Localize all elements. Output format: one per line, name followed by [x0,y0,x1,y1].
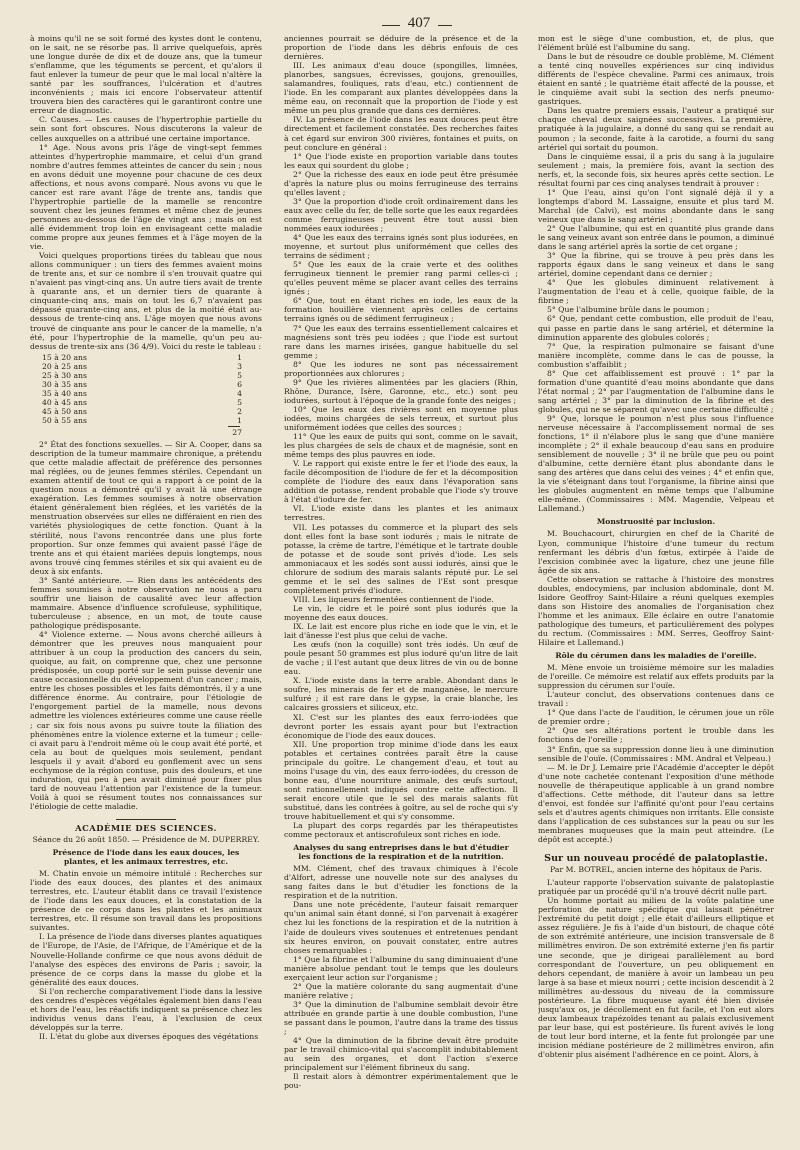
paragraph: Dans le but de résoudre ce double problème, M. Clément a tenté cinq nouvelles expériences sur cinq individus différents de l'espèce chevaline. Parmi ces animaux, trois étaient en santé ; le quatrième était affecté de la pousse, et le cinquième avait subi la section des nerfs pneumo-gastriques. [538,52,774,107]
age-count: 5 [237,370,242,380]
paragraph: 1° Que la fibrine et l'albumine du sang diminuaient d'une manière absolue pendant tout le temps que les douleurs exerçaient leur action sur l'organisme ; [284,954,518,982]
paragraph: à moins qu'il ne se soit formé des kystes dont le contenu, on le sait, ne se résorbe pas. Il arrive quelquefois, après une longue durée de dix et de douze ans, que la tumeur s'enflamme, que les téguments se percent, et qu'alors il faut enlever la tumeur de peur que le mal local n'altère la santé par les souffrances, l'ulcération et d'autres inconvénients ; mais ici encore l'observateur attentif trouvera bien des caractères qui le garantiront contre une erreur de diagnostic. [30,34,262,116]
table-row [42,407,242,416]
paragraph: 5° Que l'albumine brûle dans le poumon ; [547,305,710,315]
paragraph: 3° Que la fibrine, qui se trouve à peu près dans les rapports égaux dans le sang veineux et dans le sang artériel, domine cependant dans ce dernier ; [538,251,774,279]
paragraph: VIII. Les liqueurs fermentées contiennent de l'iode. [293,594,494,604]
table-row [42,416,242,425]
paragraph: 2° Que la matière colorante du sang augmentait d'une manière relative ; [284,981,518,1000]
header-rule-right [438,25,452,26]
paragraph: 2° Que ses altérations portent le trouble dans les fonctions de l'oreille ; [538,726,774,745]
paragraph: 11° Que les eaux de puits qui sont, comme on le savait, les plus chargées de sels de chaux et de magnésie, sont en même temps des plus pauvres en iode. [284,432,518,460]
paragraph: 6° Que, pendant cette combustion, elle produit de l'eau, qui passe en partie dans le sang artériel, et détermine la diminution apparente des globules colorés ; [538,314,774,342]
paragraph: 4° Que les eaux des terrains ignés sont plus iodurées, en moyenne, et surtout plus uniformément que celles des terrains de sédiment ; [284,233,518,261]
age-range: 15 à 20 ans [42,352,87,362]
paragraph: Dans le cinquième essai, il a pris du sang à la jugulaire seulement ; mais, la première fois, avant la section des nerfs, et, la seconde fois, six heures après cette section. Le résultat fourni par ces cinq analyses tendrait à prouver : [538,151,774,188]
paragraph: Dans les quatre premiers essais, l'auteur a pratiqué sur chaque cheval deux saignées successives. La première, pratiquée à la jugulaire, a donné du sang qui se rendait au poumon ; la seconde, faite à la carotide, a fourni du sang artériel qui sortait du poumon. [538,106,774,152]
paragraph: 8° Que les iodures ne sont pas nécessairement proportionnées aux chlorures ; [284,359,518,378]
paragraph: Les œufs (non la coquille) sont très iodés. Un œuf de poule pesant 50 grammes est plus ioduré qu'un litre de lait de vache ; il l'est autant que deux litres de vin ou de bonne eau. [284,640,518,677]
paragraph: 8° Que cet affaiblissement est prouvé : 1° par la formation d'une quantité d'eau moins abondante que dans l'état normal ; 2° par l'augmentation de l'albumine dans le sang artériel ; 3° par la diminution de la fibrine et des globules, qui ne se séparent qu'avec une certaine difficulté ; [538,368,774,414]
article-title: Sur un nouveau procédé de palatoplastie. [544,853,768,865]
age-count: 6 [237,379,242,389]
paragraph: M. Bouchacourt, chirurgien en chef de la Charité de Lyon, communique l'histoire d'une tumeur du rectum renfermant les débris d'un fœtus, extirpée à l'aide de l'excision combinée avec la ligature, chez une jeune fille âgée de six ans. [538,529,774,575]
article-title: Rôle du cérumen dans les maladies de l'oreille. [555,651,757,661]
paragraph: M. Mène envoie un troisième mémoire sur les maladies de l'oreille. Ce mémoire est relatif aux effets produits par la suppression du cérumen sur l'ouïe. [538,663,774,691]
paragraph: 3° Que la diminution de l'albumine semblait devoir être attribuée en grande partie à une double combustion, l'une se passant dans le poumon, l'autre dans la trame des tissus ; [284,999,518,1037]
paragraph: 5° Que les eaux de la craie verte et des oolithes ferrugineux tiennent le premier rang parmi celles-ci ; qu'elles peuvent même se placer avant celles des terrains ignés ; [284,260,518,297]
paragraph: MM. Clément, chef des travaux chimiques à l'école d'Alfort, adresse une nouvelle note sur des analyses du sang faites dans le but d'étudier les fonctions de la respiration et de la nutrition. [284,864,518,901]
section-title: ACADÉMIE DES SCIENCES. [75,822,217,833]
age-table [42,353,242,437]
header-rule-left [382,25,400,26]
paragraph: Voici quelques proportions tirées du tableau que nous allons communiquer : un tiers des femmes avaient moins de trente ans, et sur ce nombre il s'en trouvait quatre qui n'avaient pas vingt-cinq ans. Un autre tiers avait de trente à quarante ans, et un dernier tiers de quarante à cinquante-cinq ans, mais on tout les 6,7 n'avaient pas dépassé quarante-cinq ans, et plus de la moitié était au-dessous de trente-cinq ans. L'âge moyen que nous avons trouvé de cinquante ans pour le cancer de la mamelle, n'a été, pour l'hypertrophie de la mamelle, qu'un peu au-dessus de trente-six ans (36 4/9). Voici du reste le tableau : [30,251,262,351]
age-range: 40 à 45 ans [42,397,87,407]
paragraph: Dans une note précédente, l'auteur faisait remarquer qu'un animal sain étant donné, si l'on parvenait à exagérer chez lui les fonctions de la respiration et de la nutrition à l'aide de douleurs vives soutenues et entretenues pendant six heures environ, on pouvait constater, entre autres choses remarquables : [284,900,518,955]
paragraph: V. Le rapport qui existe entre le fer et l'iode des eaux, la facile décomposition de l'iodure de fer et la décomposition complète de l'iodure des eaux dans l'évaporation sans addition de potasse, rendent probable que l'iode s'y trouve à l'état d'iodure de fer. [284,459,518,505]
paragraph: 7° Que les eaux des terrains essentiellement calcaires et magnésiens sont très peu iodées ; que l'iode est surtout rare dans les marnes irisées, gangue habituelle du sel gemme ; [284,323,518,360]
table-row [42,389,242,398]
paragraph: — M. le Dr J. Lemaire prie l'Académie d'accepter le dépôt d'une note cachetée contenant l'exposition d'une méthode nouvelle de thérapeutique applicable à un grand nombre d'affections. Cette méthode, dit l'auteur dans sa lettre d'envoi, est fondée sur l'affinité qu'ont pour l'eau certains sels et d'autres agents chimiques non irritants. Elle consiste dans l'application de ces substances sur la peau ou sur les membranes muqueuses que la main peut atteindre. (Le dépôt est accepté.) [538,762,774,844]
paragraph: 2° État des fonctions sexuelles. — Sir A. Cooper, dans sa description de la tumeur mammaire chronique, a prétendu que cette maladie affectait de préférence des personnes mal réglées, ou de jeunes femmes stériles. Cependant un examen attentif de tout ce qui a rapport à ce point de la question nous a démontré qu'il y avait là une étrange exagération. Les femmes soumises à notre observation étaient généralement bien réglées, et les variétés de la menstruation observées sur elles ne différaient en rien des variétés physiologiques de cette fonction. Quant à la stérilité, nous l'avons rencontrée dans une plus forte proportion. Sur onze femmes qui avaient passé l'âge de trente ans et qui étaient mariées depuis longtemps, nous avons trouvé cinq femmes stériles et six qui avaient eu de deux à six enfants. [30,440,262,576]
paragraph: Si l'on recherche comparativement l'iode dans la lessive des cendres d'espèces végétales également bien dans l'eau et hors de l'eau, les réactifs indiquent sa présence chez les individus venus dans l'eau, à l'exclusion de ceux développés sur la terre. [30,986,262,1032]
paragraph: M. Chatin envoie un mémoire intitulé : Recherches sur l'iode des eaux douces, des plantes et des animaux terrestres, etc. L'auteur établit dans ce travail l'existence de l'iode dans les eaux douces, et la constatation de la présence de ce corps dans les plantes et les animaux terrestres, etc. Il résume son travail dans les propositions suivantes. [30,869,262,933]
age-count: 5 [237,397,242,407]
article-title: Monstruosité par inclusion. [596,517,716,527]
paragraph: VI. L'iode existe dans les plantes et les animaux terrestres. [284,504,518,523]
paragraph: 1° Que l'eau, ainsi qu'on l'ont signalé déjà il y a longtemps d'abord M. Lassaigne, ensuite et plus tard M. Marchal (de Calvi), est moins abondante dans le sang veineux que dans le sang artériel ; [538,187,774,224]
paragraph: La plupart des corps regardés par les thérapeutistes comme pectoraux et antiscrofuleux sont riches en iode. [284,821,518,840]
age-range: 45 à 50 ans [42,406,87,416]
age-range: 20 à 25 ans [42,361,87,371]
paragraph: XII. Une proportion trop minime d'iode dans les eaux potables et certaines contrées paraît être la cause principale du goître. Le changement d'eau, et tout au moins l'usage du vin, des eaux ferro-iodées, du cresson de bonne eau, d'une nourriture animale, des œufs surtout, sont rationnellement indiqués contre cette affection. Il serait encore utile que le sel des marais salants fût substitué, dans les contrées à goître, au sel de roche qui s'y trouve habituellement et qui s'y consomme. [284,739,518,822]
paragraph: I. La présence de l'iode dans diverses plantes aquatiques de l'Europe, de l'Asie, de l'Afrique, de l'Amérique et de la Nouvelle-Hollande confirme ce que nous avons déduit de l'analyse des espèces des environs de Paris ; savoir, la présence de ce corps dans la masse du globe et la généralité des eaux douces. [30,932,262,987]
paragraph: 1° Que dans l'acte de l'audition, le cérumen joue un rôle de premier ordre ; [538,708,774,727]
paragraph: XI. C'est sur les plantes des eaux ferro-iodées que devront porter les essais ayant pour but l'extraction économique de l'iode des eaux douces. [284,712,518,740]
age-count: 1 [237,352,242,362]
column-1 [30,34,262,1144]
paragraph: VII. Les potasses du commerce et la plupart des sels dont elles font la base sont iodurés ; mais le nitrate de potasse, la crème de tartre, l'émétique et le tartrate double de potasse et de soude sont privés d'iode. Les sels ammoniacaux et les sodés sont aussi iodurés, ainsi que le chlorure de sodium des marais salants réputé pur. Le sel gemme et le sel des salines de l'Est sont presque complètement privés d'iodure. [284,522,518,595]
paragraph: 6° Que, tout en étant riches en iode, les eaux de la formation houillère viennent après celles de certains terrains ignés ou de sédiment ferrugineux ; [284,296,518,324]
paragraph: 4° Violence externe. — Nous avons cherché ailleurs à démontrer que les preuves nous manquaient pour attribuer à un coup la production des cancers du sein, quoique, au fait, on comprenne que, chez une personne prédisposée, un coup porté sur le sein puisse devenir une cause occasionnelle du développement d'un cancer ; mais, entre les choses possibles et les faits démontrés, il y a une différence énorme. Au contraire, pour l'étiologie de l'engorgement partiel de la mamelle, nous devons admettre les violences extérieures comme une cause réelle ; car six fois nous avons pu suivre toute la filiation des phénomènes entre la violence externe et la tumeur ; celle-ci avait paru à l'endroit même où le coup avait été porté, et cela au bout de quelques mois seulement, pendant lesquels il y avait d'abord eu gonflement avec un sens ecchymose de la région contuse, puis des douleurs, et une induration, qui peu à peu avait diminué pour fixer plus tard de nouveau l'attention par l'existence de la tumeur. Voilà à quoi se résument toutes nos connaissances sur l'étiologie de cette maladie. [30,630,262,811]
paragraph: X. L'iode existe dans la terre arable. Abondant dans le soufre, les minerais de fer et de manganèse, le mercure sulfuré ; il est rare dans le gypse, la craie blanche, les calcaires grossiers et siliceux, etc. [284,676,518,713]
age-range: 50 à 55 ans [42,415,87,425]
paragraph: mon est le siège d'une combustion, et, de plus, que l'élément brûlé est l'albumine du sang. [538,34,774,53]
paragraph: Le vin, le cidre et le poiré sont plus iodurés que la moyenne des eaux douces. [284,603,518,622]
article-byline: Par M. BOTREL, ancien interne des hôpitaux de Paris. [550,865,762,875]
paragraph: 4° Que les globules diminuent relativement à l'augmentation de l'eau et à celle, quoique faible, de la fibrine ; [538,278,774,306]
table-row [42,380,242,389]
paragraph: 1° Age. Nous avons pris l'âge de vingt-sept femmes atteintes d'hypertrophie mammaire, et celui d'un grand nombre d'autres femmes atteintes de cancer du sein ; nous en avons déduit une moyenne pour chacune de ces deux affections, et nous avons comparé. Nous avons vu que le cancer est rare avant l'âge de trente ans, tandis que l'hypertrophie partielle de la mamelle se rencontre souvent chez les jeunes femmes et même chez de jeunes personnes au-dessous de l'âge de vingt ans ; mais on est allé évidemment trop loin en envisageant cette maladie comme propre aux jeunes femmes et à l'âge moyen de la vie. [30,142,262,252]
column-2 [284,34,518,1144]
table-row [42,362,242,371]
table-row [42,353,242,362]
paragraph: 9° Que, lorsque le poumon n'est plus sous l'influence nerveuse nécessaire à l'accomplissement normal de ses fonctions, 1° il n'élabore plus le sang que d'une manière incomplète ; 2° il exhale beaucoup d'eau sans en produire sensiblement de nouvelle ; 3° il ne brûle que peu ou point d'albumine, cette dernière étant plus abondante dans le sang des artères que dans celui des veines ; 4° et enfin que, la vie s'éteignant dans tout l'organisme, la fibrine ainsi que les globules augmentent en même temps que l'albumine elle-même. (Commissaires : MM. Magendie, Velpeau et Lallemand.) [538,413,774,514]
section-subtitle: Séance du 26 août 1850. — Présidence de M. DUPERREY. [32,835,260,845]
paragraph: L'auteur rapporte l'observation suivante de palatoplastie pratiquée par un procédé qu'il n'a trouvé décrit nulle part. [538,878,774,897]
page-number: 407 [407,15,431,31]
paragraph: 2° Que la richesse des eaux en iode peut être présumée d'après la nature plus ou moins ferrugineuse des terrains qu'elles lavent ; [284,169,518,197]
paragraph: C. Causes. — Les causes de l'hypertrophie partielle du sein sont fort obscures. Nous discuterons la valeur de celles auxquelles on a attribué une certaine importance. [30,115,262,143]
article-title: Présence de l'iode dans les eaux douces, les plantes, et les animaux terrestres, etc. [52,848,240,867]
section-divider [116,819,176,820]
paragraph: 3° Santé antérieure. — Rien dans les antécédents des femmes soumises à notre observation ne nous a paru souffrir une liaison de causalité avec leur affection mammaire. Absence d'influence scrofuleuse, syphilitique, tuberculeuse ; absence, en un mot, de toute cause pathologique prédisposante. [30,575,262,630]
age-count: 2 [237,406,242,416]
paragraph: IV. La présence de l'iode dans les eaux douces peut être directement et facilement constatée. Des recherches faites à cet égard sur environ 300 rivières, fontaines et puits, on peut conclure en général : [284,115,518,152]
paragraph: 2° Que l'albumine, qui est en quantité plus grande dans le sang veineux avant son entrée dans le poumon, a diminué dans le sang artériel après la sortie de cet organe ; [538,223,774,252]
paragraph: Cette observation se rattache à l'histoire des monstres doubles, endocymiens, par inclusion abdominale, dont M. Isidore Geoffroy Saint-Hilaire a réuni quelques exemples dans son Histoire des anomalies de l'organisation chez l'homme et les animaux. Elle éclaire en outre l'anatomie pathologique des tumeurs, et particulièrement des polypes du rectum. (Commissaires : MM. Serres, Geoffroy Saint-Hilaire et Lallemand.) [538,574,774,648]
article-title: Analyses du sang entreprises dans le but d'étudier les fonctions de la respiration et de la nutrition. [293,843,509,862]
table-row [42,398,242,407]
table-total: 27 [232,428,242,438]
paragraph: 7° Que, la respiration pulmonaire se faisant d'une manière incomplète, comme dans le cas de pousse, la combustion s'affaiblit ; [538,341,774,369]
paragraph: 10° Que les eaux des rivières sont en moyenne plus iodées, moins chargées de sels terreux, et surtout plus uniformément iodées que celles des sources ; [284,404,518,433]
paragraph: 1° Que l'iode existe en proportion variable dans toutes les eaux qui sourdent du globe ; [284,151,518,170]
table-total-rule [228,426,240,427]
age-range: 25 à 30 ans [42,370,87,380]
paragraph: IX. Le lait est encore plus riche en iode que le vin, et le lait d'ânesse l'est plus que celui de vache. [284,622,518,641]
paragraph: II. L'état du globe aux diverses époques des végétations [39,1031,259,1041]
paragraph: anciennes pourrait se déduire de la présence et de la proportion de l'iode dans les débris enfouis de ces dernières. [284,34,518,62]
column-3 [538,34,774,1144]
paragraph: 3° Que la proportion d'iode croît ordinairement dans les eaux avec celle du fer, de telle sorte que les eaux regardées comme ferrugineuses peuvent être tout aussi bien nommées eaux iodurées ; [284,196,518,233]
paragraph: Un homme portait au milieu de la voûte palatine une perforation de nature spécifique qui laissait pénétrer l'extrémité du petit doigt ; elle était d'ailleurs elliptique et assez régulière. Je fis à l'aide d'un bistouri, de chaque côté de son extrémité antérieure, une incision transversale de 8 millimètres environ. De son extrémité externe j'en fis partir une seconde, que je dirigeai parallèlement au bord correspondant de l'ouverture, un peu obliquement en dehors cependant, de manière à avoir un lambeau un peu large à sa base et mieux nourri ; cette incision descendit à 2 millimètres au-dessous du niveau de la commissure postérieure. La fibre muqueuse ayant été bien divisée jusqu'aux os, je décollement en fut facile, et l'on eut alors deux lambeaux trapézoïdes tenant au palais exclusivement par leur base, qui est postérieure. Ils furent avivés le long de tout leur bord interne, et la fente fut prolongée par une incision médiane postérieure de 2 millimètres environ, afin d'obtenir plus aisément l'adhérence en ce point. Alors, à [538,896,774,1060]
page-header [0,14,800,36]
age-range: 30 à 35 ans [42,379,87,389]
age-count: 4 [237,388,242,398]
paragraph: 9° Que les rivières alimentées par les glaciers (Rhin, Rhône, Durance, Isère, Garonne, etc., etc.) sont peu iodurées, surtout à l'époque de la grande fonte des neiges ; [284,377,518,405]
age-count: 3 [237,361,242,371]
age-count: 1 [237,415,242,425]
paragraph: III. Les animaux d'eau douce (spongilles, limnées, planorbes, sangsues, écrevisses, goujons, grenouilles, salamandres, fouliques, rats d'eau, etc.) contiennent de l'iode. En les comparant aux plantes développées dans la même eau, on reconnaît que la proportion de l'iode y est même un peu plus grande que dans ces dernières. [284,61,518,116]
paragraph: Il restait alors à démontrer expérimentalement que le pou- [284,1072,518,1091]
paragraph: 4° Que la diminution de la fibrine devait être produite par le travail chimico-vital qui s'accomplit indubitablement au sein des organes, et dont l'action s'exerce principalement sur l'élément fibrineux du sang. [284,1036,518,1073]
table-row [42,371,242,380]
age-range: 35 à 40 ans [42,388,87,398]
paragraph: L'auteur conclut, des observations contenues dans ce travail : [538,690,774,709]
paragraph: 3° Enfin, que sa suppression donne lieu à une diminution sensible de l'ouïe. (Commissaires : MM. Andral et Velpeau.) [538,744,774,763]
